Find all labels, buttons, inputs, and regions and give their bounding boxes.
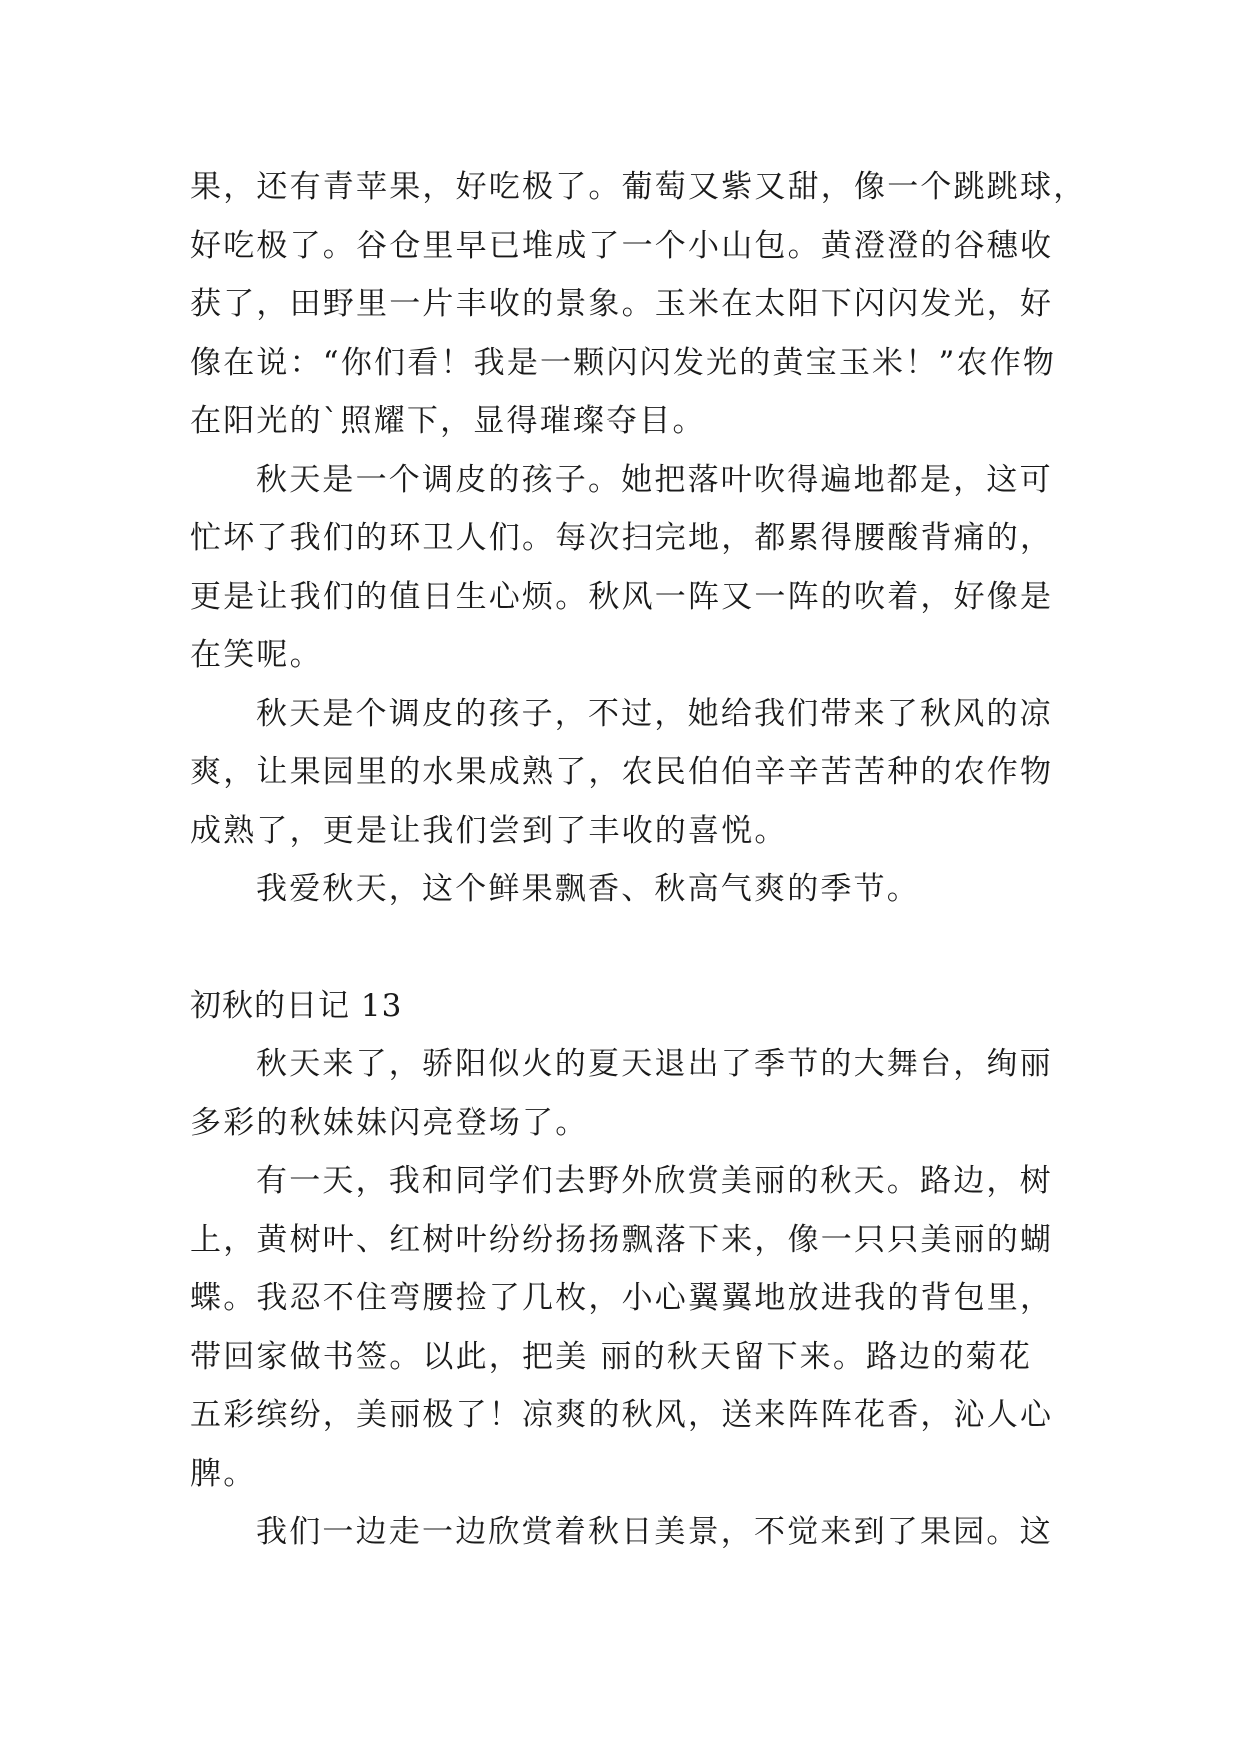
paragraph-first-line: 有一天，我和同学们去野外欣赏美丽的秋天。路边，树	[256, 1163, 1053, 1199]
text-line: 忙坏了我们的环卫人们。每次扫完地，都累得腰酸背痛的，	[190, 520, 1054, 556]
text-line: 果，还有青苹果，好吃极了。葡萄又紫又甜，像一个跳跳球，	[190, 169, 1087, 205]
text-line: 更是让我们的值日生心烦。秋风一阵又一阵的吹着，好像是	[190, 579, 1054, 615]
text-line: 带回家做书签。以此，把美 丽的秋天留下来。路边的菊花	[190, 1339, 1033, 1375]
paragraph-first-line: 秋天是个调皮的孩子，不过，她给我们带来了秋风的凉	[256, 696, 1053, 732]
text-line: 好吃极了。谷仓里早已堆成了一个小山包。黄澄澄的谷穗收	[190, 228, 1054, 264]
text-line: 在笑呢。	[190, 637, 323, 673]
paragraph-first-line: 我爱秋天，这个鲜果飘香、秋高气爽的季节。	[256, 871, 920, 907]
text-line: 上，黄树叶、红树叶纷纷扬扬飘落下来，像一只只美丽的蝴	[190, 1222, 1054, 1258]
text-line: 五彩缤纷，美丽极了！凉爽的秋风，送来阵阵花香，沁人心	[190, 1397, 1054, 1433]
paragraph-first-line: 我们一边走一边欣赏着秋日美景，不觉来到了果园。这	[256, 1514, 1053, 1550]
text-line: 成熟了，更是让我们尝到了丰收的喜悦。	[190, 813, 788, 849]
text-line: 像在说：“你们看！我是一颗闪闪发光的黄宝玉米！”农作物	[190, 345, 1057, 381]
paragraph-first-line: 秋天是一个调皮的孩子。她把落叶吹得遍地都是，这可	[256, 462, 1053, 498]
text-line: 脾。	[190, 1456, 257, 1492]
text-line: 蝶。我忍不住弯腰捡了几枚，小心翼翼地放进我的背包里，	[190, 1280, 1054, 1316]
paragraph-first-line: 秋天来了，骄阳似火的夏天退出了季节的大舞台，绚丽	[256, 1046, 1053, 1082]
text-line: 多彩的秋妹妹闪亮登场了。	[190, 1105, 589, 1141]
section-title: 初秋的日记 13	[190, 988, 403, 1024]
text-line: 获了，田野里一片丰收的景象。玉米在太阳下闪闪发光，好	[190, 286, 1054, 322]
text-line: 在阳光的`照耀下，显得璀璨夺目。	[190, 403, 706, 439]
text-line: 爽，让果园里的水果成熟了，农民伯伯辛辛苦苦种的农作物	[190, 754, 1054, 790]
